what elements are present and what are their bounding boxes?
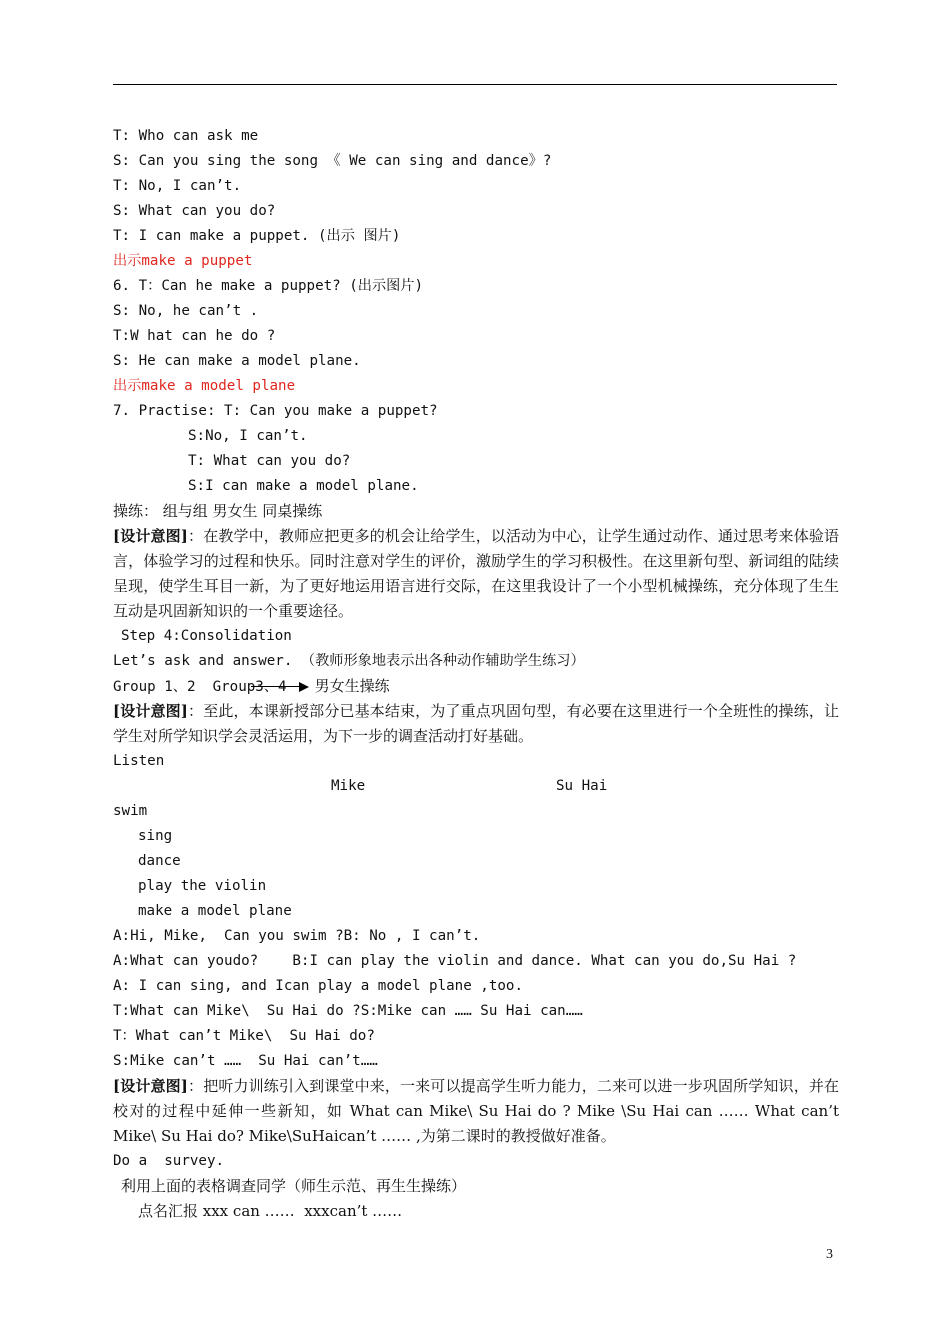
survey-line: Do a survey.: [113, 1153, 225, 1169]
table-row: dance: [138, 853, 181, 869]
dialogue-line: T:W hat can he do ?: [113, 328, 276, 344]
drill-line: 操练： 组与组 男女生 同桌操练: [113, 502, 323, 520]
design-intent-3: [113, 1074, 839, 1149]
right-arrow-icon: [251, 682, 309, 692]
dialogue-line: A:Hi, Mike, Can you swim ?B: No , I can’t.: [113, 928, 481, 944]
group-right: 男女生操练: [314, 677, 390, 695]
design-text: ：把听力训练引入到课堂中来，一来可以提高学生听力能力，二来可以进一步巩固所学知识，并在校对的过程中延伸一些新知，如 What can Mike\ Su Hai do ? Mike \Su Hai can …… What can’t Mike\ Su Hai do? Mike\SuHaican’t …… ,为第二课时的教授做好准备。: [113, 1077, 839, 1145]
header-rule: [113, 84, 837, 85]
table-col-su-hai: Su Hai: [556, 778, 608, 794]
dialogue-line: S: What can you do?: [113, 203, 276, 219]
design-intent-2: [113, 699, 839, 749]
table-row: make a model plane: [138, 903, 292, 919]
table-row: sing: [138, 828, 173, 844]
practise-sub-line: S:No, I can’t.: [188, 428, 308, 444]
dialogue-line: S: Can you sing the song 《 We can sing and dance》?: [113, 153, 552, 169]
survey-note: 利用上面的表格调查同学（师生示范、再生生操练）: [121, 1177, 467, 1195]
table-row: play the violin: [138, 878, 267, 894]
practise-sub-line: T: What can you do?: [188, 453, 351, 469]
red-cue-model-plane: 出示make a model plane: [113, 378, 296, 394]
design-intent-1: [113, 524, 839, 624]
dialogue-line: T: Who can ask me: [113, 128, 259, 144]
dialogue-line: T:What can Mike\ Su Hai do ?S:Mike can …… Su Hai can……: [113, 1003, 583, 1019]
practise-sub-line: S:I can make a model plane.: [188, 478, 419, 494]
group-left: Group 1、2 Group3、4: [113, 679, 287, 695]
dialogue-line: S:Mike can’t …… Su Hai can’t……: [113, 1053, 378, 1069]
table-row: swim: [113, 803, 148, 819]
design-label: [设计意图]: [113, 527, 188, 545]
listen-heading: Listen: [113, 753, 165, 769]
practise-line: 7. Practise: T: Can you make a puppet?: [113, 403, 438, 419]
ask-answer-line: Let’s ask and answer. （教师形象地表示出各种动作辅助学生练习）: [113, 653, 585, 669]
design-text: ：在教学中，教师应把更多的机会让给学生，以活动为中心，让学生通过动作、通过思考来体验语言，体验学习的过程和快乐。同时注意对学生的评价，激励学生的学习积极性。在这里新句型、新词组的陆续呈现，使学生耳目一新，为了更好地运用语言进行交际，在这里我设计了一个小型机械操练，充分体现了生生互动是巩固新知识的一个重要途径。: [113, 527, 839, 620]
design-text: ：至此，本课新授部分已基本结束，为了重点巩固句型，有必要在这里进行一个全班性的操练，让学生对所学知识学会灵活运用，为下一步的调查活动打好基础。: [113, 702, 839, 745]
dialogue-line: T: No, I can’t.: [113, 178, 242, 194]
dialogue-line: S: No, he can’t .: [113, 303, 259, 319]
red-cue-puppet: 出示make a puppet: [113, 253, 253, 269]
group-line: [113, 674, 839, 699]
design-label: [设计意图]: [113, 1077, 188, 1095]
table-col-mike: Mike: [331, 778, 366, 794]
step-heading: Step 4:Consolidation: [121, 628, 292, 644]
report-line: 点名汇报 xxx can …… xxxcan’t ……: [138, 1202, 403, 1220]
dialogue-line: T：What can’t Mike\ Su Hai do?: [113, 1028, 375, 1044]
dialogue-line: A:What can youdo? B:I can play the violin and dance. What can you do,Su Hai ?: [113, 953, 797, 969]
table-header: [113, 774, 839, 799]
dialogue-line: A: I can sing, and Ican play a model plane ,too.: [113, 978, 523, 994]
dialogue-line: T: I can make a puppet. (出示 图片): [113, 228, 401, 244]
dialogue-line: S: He can make a model plane.: [113, 353, 361, 369]
design-label: [设计意图]: [113, 702, 188, 720]
lesson-body: [113, 124, 839, 1224]
page-number: 3: [826, 1247, 833, 1262]
dialogue-line: 6. T：Can he make a puppet? (出示图片): [113, 278, 424, 294]
